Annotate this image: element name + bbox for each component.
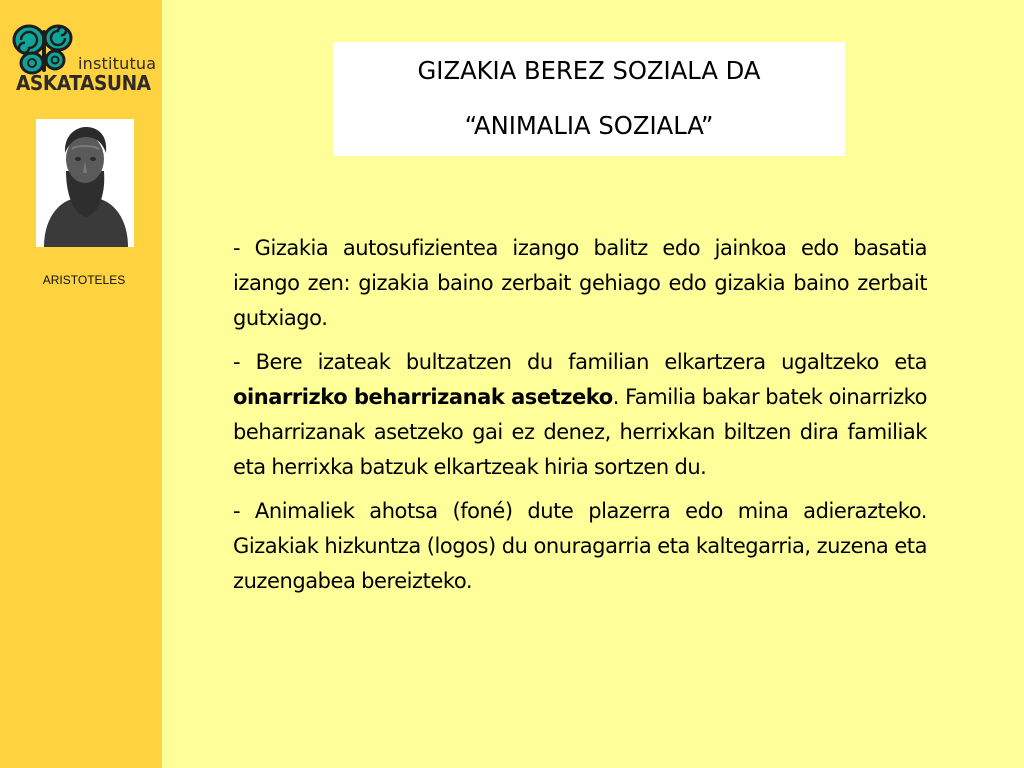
paragraph-2-end: . Familia bakar batek oinarrizko beharrizanak asetzeko gai ez denez, herrixkan biltzen dira familiak eta herrixka batzuk elkartzeak hiria sortzen du. xyxy=(233,385,928,479)
aristotle-portrait xyxy=(36,119,134,247)
slide-body xyxy=(233,231,927,608)
paragraph-2-bold: oinarrizko beharrizanak asetzeko xyxy=(233,385,613,409)
logo-small-text: institutua xyxy=(78,54,157,73)
portrait-caption: ARISTOTELES xyxy=(42,273,126,287)
paragraph-2-start: - Bere izateak bultzatzen du familian elkartzera ugaltzeko eta xyxy=(233,350,927,374)
paragraph-2 xyxy=(233,345,927,485)
slide-title: GIZAKIA BEREZ SOZIALA DA xyxy=(417,56,761,85)
aristotle-bust-image xyxy=(36,119,134,247)
logo-big-text: ASKATASUNA xyxy=(16,71,151,95)
askatasuna-logo xyxy=(12,24,157,100)
butterfly-icon xyxy=(12,24,74,76)
sidebar xyxy=(0,0,162,768)
paragraph-1: - Gizakia autosufizientea izango balitz edo jainkoa edo basatia izango zen: gizakia baino zerbait gehiago edo gizakia baino zerbait gutxiago. xyxy=(233,236,927,330)
slide-title-box xyxy=(333,42,845,156)
paragraph-3: - Animaliek ahotsa (foné) dute plazerra edo mina adierazteko. Gizakiak hizkuntza (logos) du onuragarria eta kaltegarria, zuzena eta zuzengabea bereizteko. xyxy=(233,499,927,593)
slide-subtitle: “ANIMALIA SOZIALA” xyxy=(464,111,714,140)
